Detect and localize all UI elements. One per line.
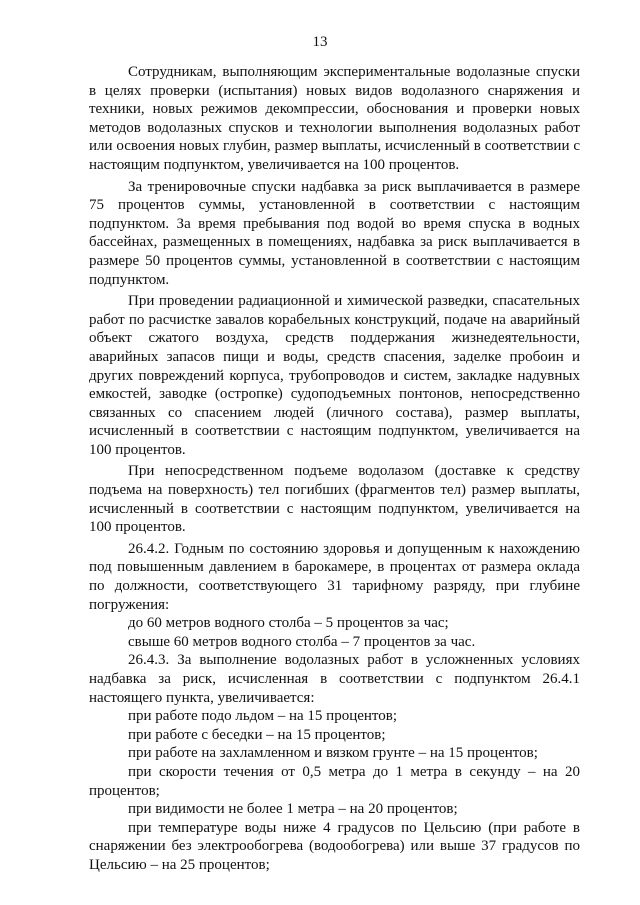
condition-item: при скорости течения от 0,5 метра до 1 метра в секунду – на 20 процентов; — [89, 763, 580, 799]
paragraph-experimental-descents: Сотрудникам, выполняющим экспериментальные водолазные спуски в целях проверки (испытания) новых видов водолазного снаряжения и техники, новых режимов декомпрессии, обоснования и проверки новых методов водолазных спусков и технологии выполнения водолазных работ или освоения новых глубин, размер выплаты, исчисленный в соответствии с настоящим подпунктом, увеличивается на 100 процентов. — [89, 64, 580, 173]
condition-item: при видимости не более 1 метра – на 20 процентов; — [128, 801, 458, 818]
condition-item: при работе с беседки – на 15 процентов; — [128, 726, 386, 743]
paragraph-rescue-operations: При проведении радиационной и химической разведки, спасательных работ по расчистке завалов корабельных конструкций, подаче на аварийный объект сжатого воздуха, средств поддержания жизнедеятельности, аварийных запасов пищи и воды, средств спасения, заделке пробоин и других повреждений корпуса, трубопроводов и систем, закладке надувных емкостей, заводке (остропке) судоподъемных понтонов, непосредственно связанных со спасением людей (личного состава), размер выплаты, исчисленный в соответствии с настоящим подпунктом, увеличивается на 100 процентов. — [89, 293, 580, 458]
paragraph-26-4-2: 26.4.2. Годным по состоянию здоровья и допущенным к нахождению под повышенным давлением в барокамере, в процентах от размера оклада по должности, соответствующего 31 тарифному разряду, при глубине погружения: — [89, 540, 580, 613]
condition-item: при температуре воды ниже 4 градусов по Цельсию (при работе в снаряжении без электрообогрева (водообогрева) или выше 37 градусов по Цельсию – на 25 процентов; — [89, 819, 580, 873]
condition-item: при работе на захламленном и вязком грунте – на 15 процентов; — [128, 745, 538, 762]
paragraph-training-descents: За тренировочные спуски надбавка за риск выплачивается в размере 75 процентов суммы, установленной в соответствии с настоящим подпунктом. За время пребывания под водой во время спуска в водных бассейнах, размещенных в помещениях, надбавка за риск выплачивается в размере 50 процентов суммы, установленной в соответствии с настоящим подпунктом. — [89, 178, 580, 288]
depth-item: до 60 метров водного столба – 5 процентов за час; — [128, 615, 449, 632]
paragraph-body-recovery: При непосредственном подъеме водолазом (доставке к средству подъема на поверхность) тел погибших (фрагментов тел) размер выплаты, исчисленный в соответствии с настоящим подпунктом, увеличивается на 100 процентов. — [89, 463, 580, 536]
document-body — [89, 63, 580, 875]
paragraph-26-4-3: 26.4.3. За выполнение водолазных работ в усложненных условиях надбавка за риск, исчисленная в соответствии с подпунктом 26.4.1 настоящего пункта, увеличивается: — [89, 652, 580, 706]
page-number: 13 — [312, 34, 328, 50]
depth-item: свыше 60 метров водного столба – 7 процентов за час. — [128, 633, 476, 650]
condition-item: при работе подо льдом – на 15 процентов; — [128, 708, 398, 725]
